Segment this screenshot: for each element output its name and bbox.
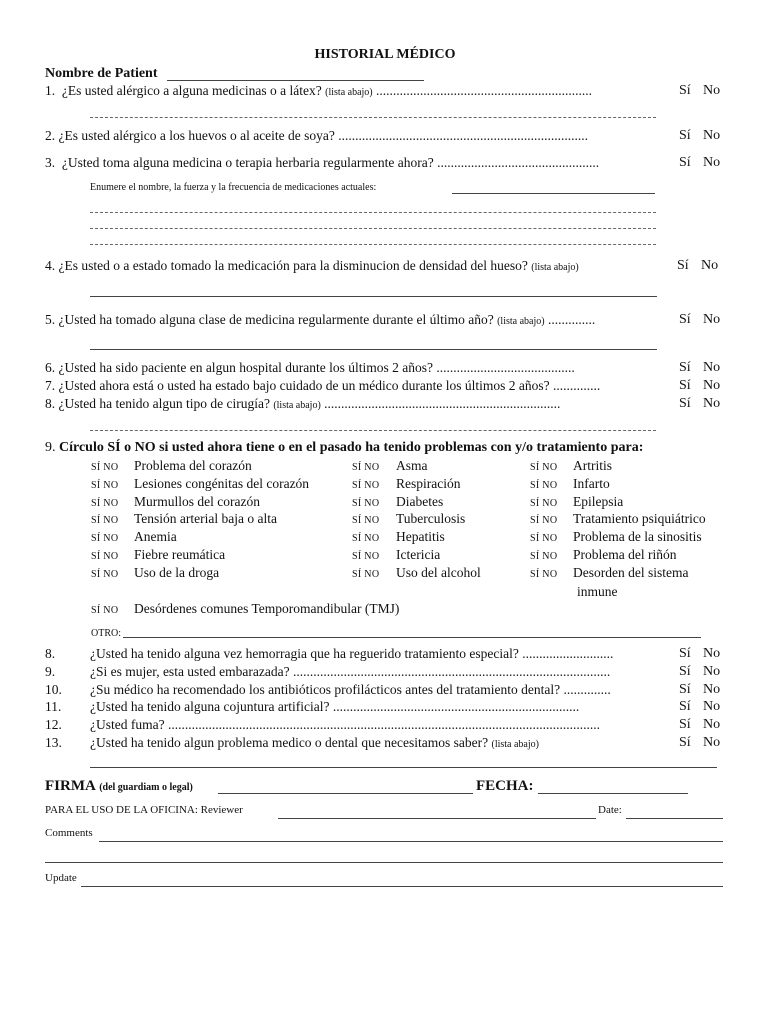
q3-list-label: Enumere el nombre, la fuerza y la frecuencia de medicaciones actuales: — [90, 182, 377, 193]
q5-no[interactable]: No — [703, 312, 721, 327]
condition-label: Uso del alcohol — [396, 564, 481, 580]
followup-question: ¿Usted fuma? ................................................................................................................................ — [90, 717, 600, 732]
followup-number: 13. — [45, 735, 62, 750]
otro-field[interactable] — [123, 637, 701, 638]
question-7: 7. ¿Usted ahora está o usted ha estado bajo cuidado de un médico durante los últimos 2 años? .............. — [45, 378, 601, 393]
condition-sino[interactable]: SÍ NO — [530, 551, 558, 562]
condition-label: Tuberculosis — [396, 511, 466, 527]
condition-label: Lesiones congénitas del corazón — [134, 475, 310, 491]
followup-yes[interactable]: Sí — [679, 735, 691, 750]
question-2: 2. ¿Es usted alérgico a los huevos o al aceite de soya? .......................................................................... — [45, 128, 589, 143]
q6-no[interactable]: No — [703, 360, 721, 375]
q5-yes[interactable]: Sí — [679, 312, 691, 327]
followup-yes[interactable]: Sí — [679, 699, 691, 714]
condition-sino[interactable]: SÍ NO — [352, 551, 380, 562]
form-title: HISTORIAL MÉDICO — [314, 47, 456, 62]
question-3: 3. ¿Usted toma alguna medicina o terapia herbaria regularmente ahora? ................................................ — [45, 155, 600, 170]
q3-yes[interactable]: Sí — [679, 155, 691, 170]
q4-yes[interactable]: Sí — [677, 258, 689, 273]
condition-label: Tensión arterial baja o alta — [134, 511, 277, 527]
followup-number: 11. — [45, 699, 62, 714]
condition-sino[interactable]: SÍ NO — [91, 497, 119, 509]
q4-answer-line[interactable] — [90, 296, 657, 297]
condition-sino[interactable]: SÍ NO — [530, 533, 558, 545]
comments-field[interactable] — [99, 841, 723, 842]
followup-no[interactable]: No — [703, 699, 721, 714]
followup-number: 8. — [45, 646, 56, 661]
condition-sino[interactable]: SÍ NO — [530, 568, 558, 580]
condition-sino[interactable]: SÍ NO — [91, 479, 119, 491]
followup-yes[interactable]: Sí — [679, 682, 691, 697]
condition-label: Problema del corazón — [134, 458, 252, 473]
q6-yes[interactable]: Sí — [679, 360, 691, 375]
condition-label: Anemia — [134, 529, 177, 545]
condition-label: Tratamiento psiquiátrico — [573, 511, 706, 527]
condition-label: Desorden del sistema — [573, 564, 689, 580]
condition-sino[interactable]: SÍ NO — [530, 479, 558, 491]
update-field[interactable] — [81, 886, 723, 887]
followup-number: 10. — [45, 682, 62, 697]
followup-yes[interactable]: Sí — [679, 646, 691, 661]
condition-label: Respiración — [396, 475, 461, 491]
followup-question: ¿Usted ha tenido alguna vez hemorragia que ha reguerido tratamiento especial? ........................... — [90, 646, 614, 661]
condition-label: Murmullos del corazón — [134, 493, 260, 509]
condition-sino[interactable]: SÍ NO — [91, 551, 119, 562]
condition-label: Epilepsia — [573, 493, 624, 509]
followup-question: ¿Si es mujer, esta usted embarazada? .............................................................................................. — [90, 664, 611, 679]
condition-label: Infarto — [573, 475, 610, 491]
condition-label: Asma — [396, 458, 428, 473]
q8-answer-line[interactable] — [90, 430, 656, 431]
condition-sino[interactable]: SÍ NO — [530, 462, 558, 473]
condition-label: Ictericia — [396, 547, 441, 562]
q3-list-line-3[interactable] — [90, 244, 656, 245]
q8-yes[interactable]: Sí — [679, 396, 691, 411]
patient-name-label: Nombre de Patient — [45, 66, 158, 81]
question-8: 8. ¿Usted ha tenido algun tipo de cirugía? (lista abajo) ...................................................................... — [45, 396, 561, 411]
condition-sino[interactable]: SÍ NO — [91, 533, 119, 545]
followup-question: ¿Usted ha tenido alguna cojuntura artificial? ......................................................................... — [90, 699, 580, 714]
question-5: 5. ¿Usted ha tomado alguna clase de medicina regularmente durante el último año? (lista abajo) .............. — [45, 312, 596, 327]
condition-col3-continuation: inmune — [577, 584, 618, 599]
condition-sino[interactable]: SÍ NO — [352, 568, 380, 580]
question-1: 1. ¿Es usted alérgico a alguna medicinas o a látex? (lista abajo) ................................................................ — [45, 83, 593, 98]
q1-answer-line[interactable] — [90, 117, 656, 118]
condition-sino[interactable]: SÍ NO — [352, 479, 380, 491]
comments-label: Comments — [45, 827, 93, 839]
condition-sino[interactable]: SÍ NO — [91, 462, 119, 473]
condition-sino[interactable]: SÍ NO — [530, 497, 558, 509]
condition-sino[interactable]: SÍ NO — [530, 515, 558, 527]
condition-sino[interactable]: SÍ NO — [352, 533, 380, 545]
condition-tmj: Desórdenes comunes Temporomandibular (TMJ) — [134, 601, 400, 616]
q2-yes[interactable]: Sí — [679, 128, 691, 143]
signature-field[interactable] — [218, 793, 473, 794]
followup-question: ¿Su médico ha recomendado los antibióticos profilácticos antes del tratamiento dental? .............. — [90, 682, 611, 697]
followup-no[interactable]: No — [703, 682, 721, 697]
comments-field-2[interactable] — [45, 862, 723, 863]
followup-no[interactable]: No — [703, 735, 721, 750]
condition-label: Problema de la sinositis — [573, 529, 702, 545]
q1-yes[interactable]: Sí — [679, 83, 691, 98]
followup-yes[interactable]: Sí — [679, 717, 691, 732]
date-label: Date: — [598, 804, 622, 816]
q3-list-line-2[interactable] — [90, 228, 656, 229]
followup-yes[interactable]: Sí — [679, 664, 691, 679]
fecha-field[interactable] — [538, 793, 688, 794]
question-6: 6. ¿Usted ha sido paciente en algun hospital durante los últimos 2 años? ......................................... — [45, 360, 575, 375]
condition-sino[interactable]: SÍ NO — [91, 515, 119, 527]
followup-number: 12. — [45, 717, 62, 732]
condition-label: Hepatitis — [396, 529, 445, 545]
condition-sino[interactable]: SÍ NO — [352, 497, 380, 509]
q2-no[interactable]: No — [703, 128, 721, 143]
q3-list-line-0[interactable] — [452, 193, 655, 194]
condition-sino[interactable]: SÍ NO — [352, 462, 380, 473]
condition-label: Artritis — [573, 458, 612, 473]
q8-no[interactable]: No — [703, 396, 721, 411]
condition-sino[interactable]: SÍ NO — [352, 515, 380, 527]
followup-no[interactable]: No — [703, 664, 721, 679]
office-use-label: PARA EL USO DE LA OFICINA: Reviewer — [45, 804, 243, 816]
condition-label: Uso de la droga — [134, 564, 220, 580]
q7-no[interactable]: No — [703, 378, 721, 393]
reviewer-field[interactable] — [278, 818, 596, 819]
patient-name-field[interactable] — [167, 80, 424, 81]
q3-no[interactable]: No — [703, 155, 721, 170]
signature-row: FIRMA (del guardiam o legal) — [45, 778, 193, 794]
q5-answer-line[interactable] — [90, 349, 657, 350]
q7-yes[interactable]: Sí — [679, 378, 691, 393]
followup-no[interactable]: No — [703, 646, 721, 661]
followup-number: 9. — [45, 664, 56, 679]
condition-label: Diabetes — [396, 493, 444, 509]
question-4: 4. ¿Es usted o a estado tomado la medicación para la disminucion de densidad del hueso? (lista abajo) — [45, 258, 579, 273]
update-label: Update — [45, 872, 77, 884]
condition-label: Problema del riñón — [573, 547, 677, 562]
fecha-label: FECHA: — [476, 778, 534, 794]
q3-list-line-1[interactable] — [90, 212, 656, 213]
condition-sino[interactable]: SÍ NO — [91, 568, 119, 580]
q4-no[interactable]: No — [701, 258, 719, 273]
q13-answer-line[interactable] — [90, 767, 717, 768]
q1-no[interactable]: No — [703, 83, 721, 98]
followup-no[interactable]: No — [703, 717, 721, 732]
condition-label: Fiebre reumática — [134, 547, 226, 562]
otro-label: OTRO: — [91, 628, 121, 639]
followup-question: ¿Usted ha tenido algun problema medico o dental que necesitamos saber? (lista abajo) — [90, 735, 539, 750]
condition-tmj-sino[interactable]: SÍ NO — [91, 605, 119, 616]
question-9-header: 9. Círculo SÍ o NO si usted ahora tiene o en el pasado ha tenido problemas con y/o tratamiento para: — [45, 440, 644, 455]
date-field[interactable] — [626, 818, 723, 819]
